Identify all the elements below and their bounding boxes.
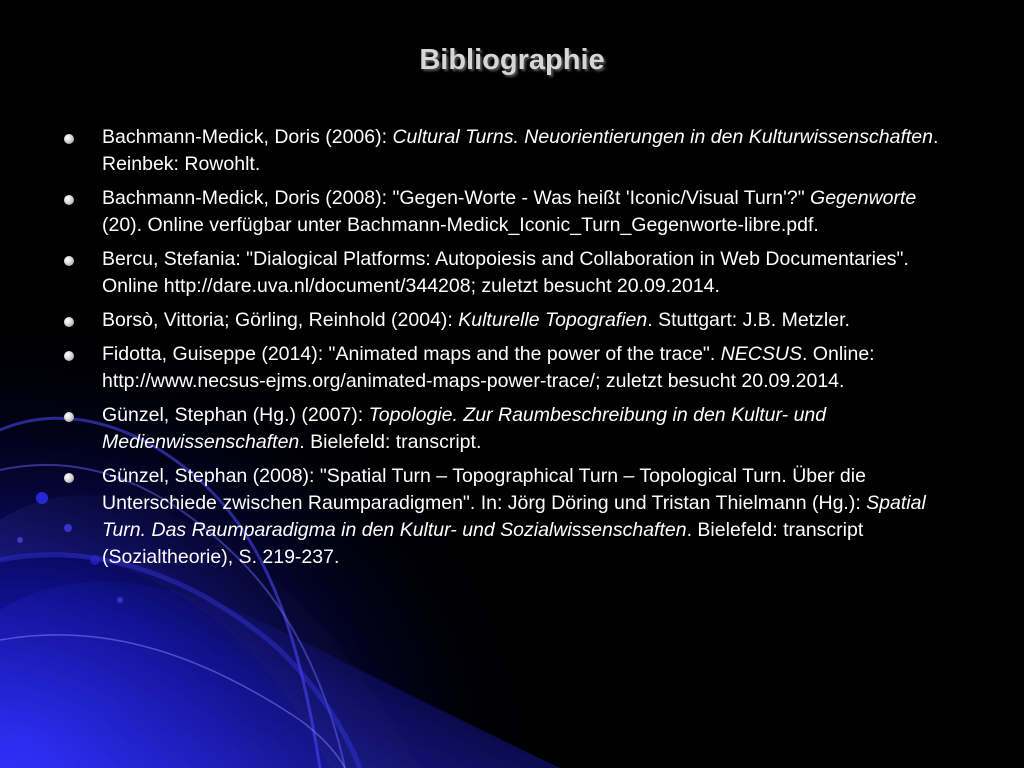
entry-text: . Reinbek: Rowohlt. [102,126,939,175]
entry-text: (20). Online verfügbar unter Bachmann-Medick_Iconic_Turn_Gegenworte-libre.pdf. [102,214,819,236]
list-item [60,124,960,178]
entry-text: Bachmann-Medick, Doris (2008): "Gegen-Worte - Was heißt 'Iconic/Visual Turn'?" [102,187,811,209]
entry-text: Günzel, Stephan (Hg.) (2007): [102,404,369,426]
entry-text: Borsò, Vittoria; Görling, Reinhold (2004): [102,309,459,331]
bullet-icon [64,473,74,483]
list-item [60,185,960,239]
slide-title: Bibliographie [419,44,605,76]
entry-title: Gegenworte [810,187,917,209]
list-item [60,402,960,456]
list-item [60,307,960,334]
entry-text: . Bielefeld: transcript. [299,431,482,453]
bullet-icon [64,412,74,422]
bibliography-list [60,124,960,578]
entry-text: . Online: http://www.necsus-ejms.org/animated-maps-power-trace/; zuletzt besucht 20.09.2014. [102,343,875,392]
list-item [60,246,960,300]
bullet-icon [64,351,74,361]
bullet-icon [64,195,74,205]
entry-title: Spatial Turn. Das Raumparadigma in den Kultur- und Sozialwissenschaften [102,492,926,541]
entry-text: Günzel, Stephan (2008): "Spatial Turn – Topographical Turn – Topological Turn. Über die Unterschiede zwischen Raumparadigmen". In: Jörg Döring und Tristan Thielmann (Hg.): [102,465,867,514]
entry-title: Kulturelle Topografien [458,309,648,331]
list-item [60,341,960,395]
bullet-icon [64,317,74,327]
entry-text: . Stuttgart: J.B. Metzler. [647,309,850,331]
bullet-icon [64,134,74,144]
entry-text: . Bielefeld: transcript (Sozialtheorie), S. 219-237. [102,519,864,568]
entry-text: Fidotta, Guiseppe (2014): "Animated maps and the power of the trace". [102,343,721,365]
list-item [60,463,960,571]
entry-text: Bachmann-Medick, Doris (2006): [102,126,393,148]
bullet-icon [64,256,74,266]
entry-text: Bercu, Stefania: "Dialogical Platforms: Autopoiesis and Collaboration in Web Documentaries". Online http://dare.uva.nl/document/344208; zuletzt besucht 20.09.2014. [102,248,909,297]
entry-title: NECSUS [720,343,802,365]
entry-title: Topologie. Zur Raumbeschreibung in den Kultur- und Medienwissenschaften [102,404,827,453]
entry-title: Cultural Turns. Neuorientierungen in den Kulturwissenschaften [392,126,933,148]
